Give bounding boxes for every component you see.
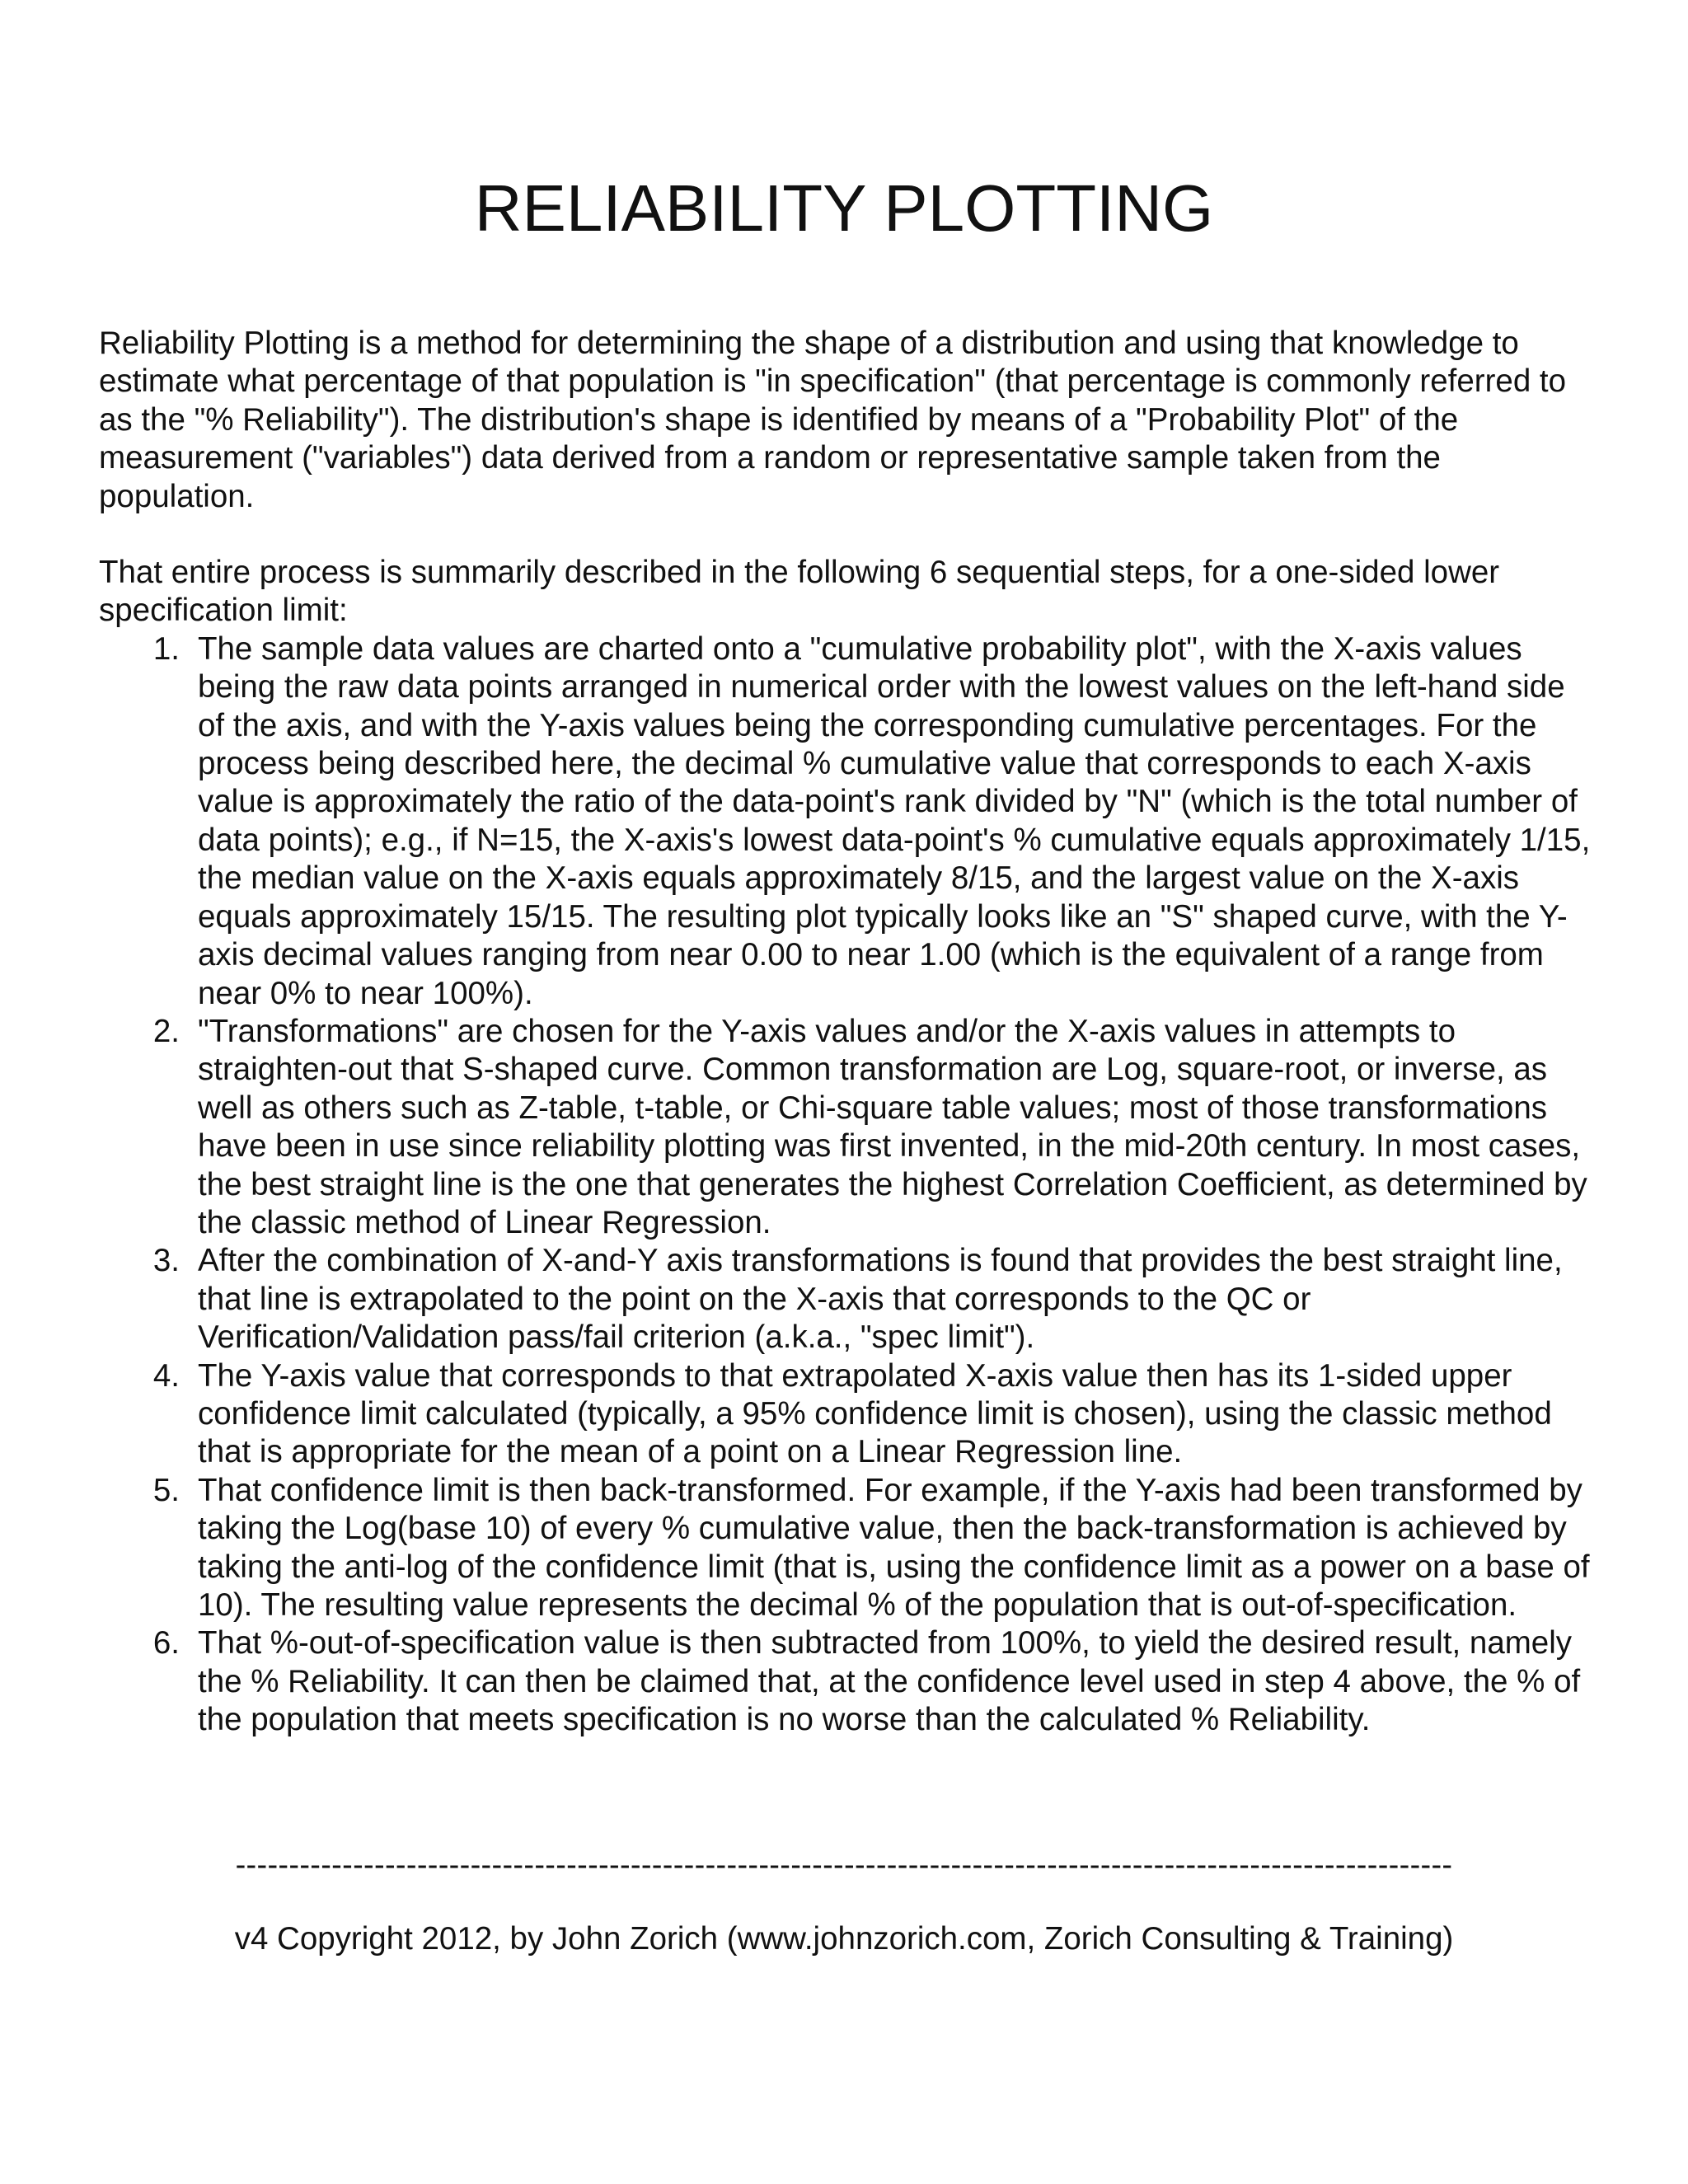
document-body [99, 325, 1599, 1740]
steps-lead-in: That entire process is summarily described in the following 6 sequential steps, for a one-sided lower specification limit: [99, 555, 1500, 629]
step-text: That confidence limit is then back-transformed. For example, if the Y-axis had been transformed by taking the Log(base 10) of every % cumulative value, then the back-transformation is achieved by taking the anti-log of the confidence limit (that is, using the confidence limit as a power on a base of 10). The resulting value represents the decimal % of the population that is out-of-specification. [198, 1472, 1590, 1623]
step-item-5 [99, 1472, 1599, 1625]
step-text: The sample data values are charted onto a "cumulative probability plot", with the X-axis values being the raw data points arranged in numerical order with the lowest values on the left-hand side of the axis, and with the Y-axis values being the corresponding cumulative percentages. For the process being described here, the decimal % cumulative value that corresponds to each X-axis value is approximately the ratio of the data-point's rank divided by "N" (which is the total number of data points); e.g., if N=15, the X-axis's lowest data-point's % cumulative equals approximately 1/15, the median value on the X-axis equals approximately 8/15, and the largest value on the X-axis equals approximately 15/15. The resulting plot typically looks like an "S" shaped curve, with the Y-axis decimal values ranging from near 0.00 to near 1.00 (which is the equivalent of a range from near 0% to near 100%). [198, 630, 1591, 1011]
step-number: 4. [152, 1357, 180, 1394]
step-item-3 [99, 1242, 1599, 1357]
step-text: The Y-axis value that corresponds to that extrapolated X-axis value then has its 1-sided upper confidence limit calculated (typically, a 95% confidence limit is chosen), using the classic method that is appropriate for the mean of a point on a Linear Regression line. [198, 1357, 1552, 1470]
step-number: 3. [152, 1243, 180, 1279]
step-item-4 [99, 1357, 1599, 1472]
step-number: 2. [152, 1013, 180, 1049]
steps-list [99, 630, 1599, 1740]
dashed-divider: ------------------------------------------------------------------------------------------------------------------ [235, 1848, 1453, 1882]
step-item-1 [99, 630, 1599, 1013]
step-number: 6. [152, 1625, 180, 1661]
page-title: RELIABILITY PLOTTING [474, 171, 1214, 245]
copyright-footer: v4 Copyright 2012, by John Zorich (www.johnzorich.com, Zorich Consulting & Training) [234, 1921, 1454, 1957]
step-item-2 [99, 1013, 1599, 1242]
step-text: That %-out-of-specification value is then subtracted from 100%, to yield the desired result, namely the % Reliability. It can then be claimed that, at the confidence level used in step 4 above, the % of the population that meets specification is no worse than the calculated % Reliability. [198, 1625, 1581, 1738]
step-number: 5. [152, 1472, 180, 1508]
step-text: "Transformations" are chosen for the Y-axis values and/or the X-axis values in attempts to straighten-out that S-shaped curve. Common transformation are Log, square-root, or inverse, as well as others such as Z-table, t-table, or Chi-square table values; most of those transformations have been in use since reliability plotting was first invented, in the mid-20th century. In most cases, the best straight line is the one that generates the highest Correlation Coefficient, as determined by the classic method of Linear Regression. [198, 1013, 1587, 1240]
intro-paragraph: Reliability Plotting is a method for determining the shape of a distribution and using that knowledge to estimate what percentage of that population is "in specification" (that percentage is commonly referred to as the "% Reliability"). The distribution's shape is identified by means of a "Probability Plot" of the measurement ("variables") data derived from a random or representative sample taken from the population. [99, 326, 1567, 514]
step-text: After the combination of X-and-Y axis transformations is found that provides the best straight line, that line is extrapolated to the point on the X-axis that corresponds to the QC or Verification/Validation pass/fail criterion (a.k.a., "spec limit"). [198, 1243, 1563, 1356]
step-number: 1. [152, 630, 180, 667]
paragraph-spacer [99, 516, 1599, 554]
step-item-6 [99, 1624, 1599, 1739]
